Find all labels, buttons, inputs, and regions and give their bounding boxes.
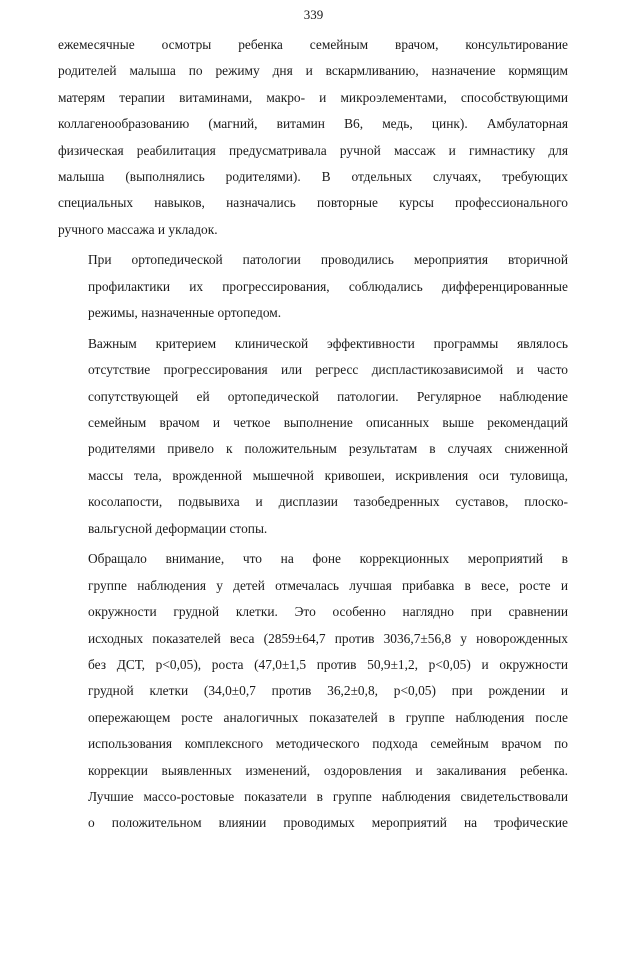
text-line: Важным критерием клинической эффективности программы являлось	[88, 335, 568, 351]
text-line: ручного массажа и укладок.	[58, 221, 218, 237]
text-line: использования комплексного методического подхода семейным врачом по	[88, 736, 568, 752]
text-line: При ортопедической патологии проводились мероприятия вторичной	[88, 252, 568, 268]
text-line: коррекции выявленных изменений, оздоровления и закаливания ребенка.	[88, 762, 568, 778]
text-line: Обращало внимание, что на фоне коррекционных мероприятий в	[88, 551, 568, 567]
text-line: профилактики их прогрессирования, соблюдались дифференцированные	[88, 278, 568, 294]
paragraph	[58, 546, 568, 836]
text-line: режимы, назначенные ортопедом.	[88, 305, 282, 321]
text-line: родителей малыша по режиму дня и вскармливанию, назначение кормящим	[58, 63, 568, 79]
text-line: Лучшие массо-ростовые показатели в группе наблюдения свидетельствовали	[88, 788, 568, 804]
text-line: группе наблюдения у детей отмечалась лучшая прибавка в весе, росте и	[88, 577, 568, 593]
text-line: окружности грудной клетки. Это особенно наглядно при сравнении	[88, 604, 568, 620]
text-line: матерям терапии витаминами, макро- и микроэлементами, способствующими	[58, 89, 568, 105]
text-line: специальных навыков, назначались повторные курсы профессионального	[58, 195, 568, 211]
text-line: коллагенообразованию (магний, витамин В6, медь, цинк). Амбулаторная	[58, 116, 568, 132]
text-line: физическая реабилитация предусматривала ручной массаж и гимнастику для	[58, 142, 568, 158]
text-line: родителями привело к положительным результатам в случаях сниженной	[88, 441, 568, 457]
text-line: отсутствие прогрессирования или регресс диспластикозависимой и часто	[88, 362, 568, 378]
text-line: грудной клетки (34,0±0,7 против 36,2±0,8, р<0,05) при рождении и	[88, 683, 568, 699]
text-line: вальгусной деформации стопы.	[88, 520, 268, 536]
text-line: косолапости, подвывиха и дисплазии тазобедренных суставов, плоско-	[88, 494, 568, 510]
page-number: 339	[303, 7, 324, 22]
paragraph	[58, 247, 568, 326]
text-line: о положительном влиянии проводимых мероприятий на трофические	[88, 815, 568, 831]
text-line: без ДСТ, р<0,05), роста (47,0±1,5 против 50,9±1,2, р<0,05) и окружности	[88, 656, 568, 672]
paragraph	[58, 331, 568, 542]
text-line: опережающем росте аналогичных показателей в группе наблюдения после	[88, 709, 568, 725]
text-line: ежемесячные осмотры ребенка семейным врачом, консультирование	[58, 37, 568, 52]
text-line: малыша (выполнялись родителями). В отдельных случаях, требующих	[58, 169, 568, 185]
text-body	[58, 32, 568, 837]
paragraph	[58, 32, 568, 243]
text-line: массы тела, врожденной мышечной кривошеи, искривления оси туловища,	[88, 467, 568, 483]
text-line: сопутствующей ей ортопедической патологии. Регулярное наблюдение	[88, 388, 568, 404]
text-line: семейным врачом и четкое выполнение описанных выше рекомендаций	[88, 415, 568, 431]
text-line: исходных показателей веса (2859±64,7 против 3036,7±56,8 у новорожденных	[88, 630, 568, 646]
